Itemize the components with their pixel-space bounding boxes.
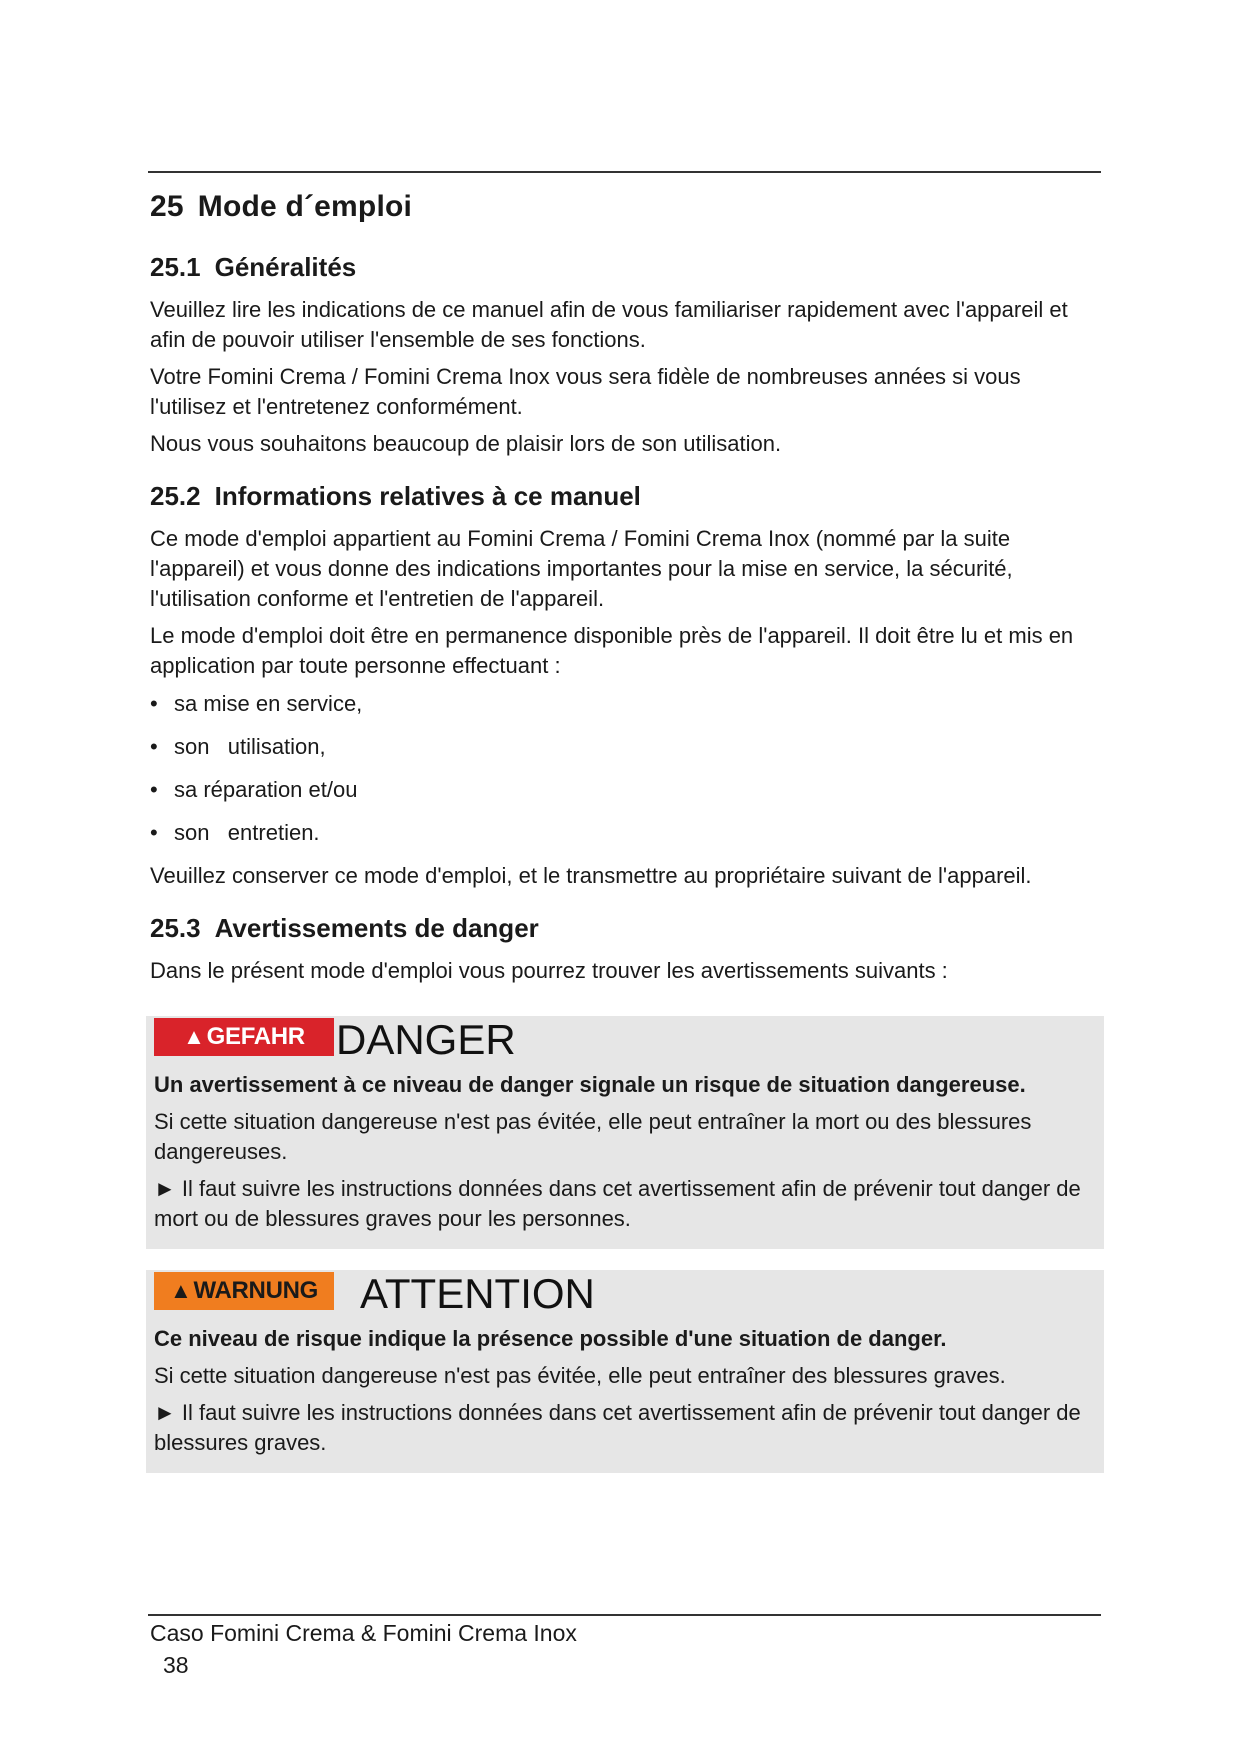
bullet-icon: • (150, 734, 158, 759)
chapter-number: 25 (150, 190, 184, 223)
list-item-text: sa réparation et/ou (174, 777, 358, 802)
warning-headline: Un avertissement à ce niveau de danger signale un risque de situation dangereuse. (154, 1072, 1026, 1097)
label-text: GEFAHR (206, 1023, 305, 1050)
paragraph: Ce mode d'emploi appartient au Fomini Crema / Fomini Crema Inox (nommé par la suite l'appareil) et vous donne des indications importantes pour la mise en service, la sécurité, l'utilisation conforme et l'entretien de l'appareil. (150, 526, 1013, 611)
section-number: 25.3 (150, 913, 201, 943)
list-item (150, 689, 1100, 719)
signal-word: DANGER (336, 1016, 516, 1063)
list-item (150, 818, 1100, 848)
page-number: 38 (163, 1652, 189, 1678)
section-title-25-2 (150, 481, 1100, 512)
bullet-icon: • (150, 820, 158, 845)
warning-consequence: Si cette situation dangereuse n'est pas évitée, elle peut entraîner des blessures graves. (154, 1363, 1006, 1388)
bullet-icon: • (150, 777, 158, 802)
warning-triangle-icon: ▲ (169, 1278, 192, 1303)
warnung-label (154, 1272, 334, 1310)
footer-rule (148, 1614, 1101, 1616)
section-title-text: Avertissements de danger (214, 913, 539, 943)
list-item-text: sa mise en service, (174, 691, 363, 716)
page-content (150, 190, 1100, 993)
paragraph: Le mode d'emploi doit être en permanence disponible près de l'appareil. Il doit être lu et mis en application par toute personne effectuant : (150, 623, 1074, 678)
label-text: WARNUNG (193, 1277, 319, 1304)
paragraph: Veuillez conserver ce mode d'emploi, et le transmettre au propriétaire suivant de l'appareil. (150, 863, 1032, 888)
header-rule (148, 171, 1101, 173)
attention-warning-box (146, 1270, 1104, 1473)
section-number: 25.1 (150, 252, 201, 282)
paragraph: Dans le présent mode d'emploi vous pourrez trouver les avertissements suivants : (150, 958, 948, 983)
list-item (150, 775, 1100, 805)
paragraph: Veuillez lire les indications de ce manuel afin de vous familiariser rapidement avec l'appareil et afin de pouvoir utiliser l'ensemble de ses fonctions. (150, 297, 1068, 352)
section-number: 25.2 (150, 481, 201, 511)
footer-title: Caso Fomini Crema & Fomini Crema Inox (150, 1620, 577, 1646)
signal-word: ATTENTION (360, 1270, 595, 1317)
list-item (150, 732, 1100, 762)
section-title-25-1 (150, 252, 1100, 283)
danger-warning-box (146, 1016, 1104, 1249)
list-item-text: son utilisation, (174, 734, 326, 759)
paragraph: Nous vous souhaitons beaucoup de plaisir lors de son utilisation. (150, 431, 782, 456)
paragraph: Votre Fomini Crema / Fomini Crema Inox vous sera fidèle de nombreuses années si vous l'utilisez et l'entretenez conformément. (150, 364, 1021, 419)
bullet-list (150, 689, 1100, 848)
warning-instruction: ► Il faut suivre les instructions données dans cet avertissement afin de prévenir tout danger de mort ou de blessures graves pour les personnes. (154, 1176, 1081, 1231)
chapter-title (150, 190, 1100, 224)
list-item-text: son entretien. (174, 820, 320, 845)
section-title-25-3 (150, 913, 1100, 944)
bullet-icon: • (150, 691, 158, 716)
warning-triangle-icon: ▲ (183, 1024, 205, 1049)
gefahr-label (154, 1018, 334, 1056)
section-title-text: Informations relatives à ce manuel (214, 481, 641, 511)
warning-headline: Ce niveau de risque indique la présence possible d'une situation de danger. (154, 1326, 947, 1351)
warning-instruction: ► Il faut suivre les instructions données dans cet avertissement afin de prévenir tout danger de blessures graves. (154, 1400, 1081, 1455)
section-title-text: Généralités (214, 252, 357, 282)
warning-consequence: Si cette situation dangereuse n'est pas évitée, elle peut entraîner la mort ou des blessures dangereuses. (154, 1109, 1032, 1164)
warning-header (150, 1016, 1098, 1070)
warning-header (150, 1270, 1098, 1324)
chapter-title-text: Mode d´emploi (197, 190, 413, 223)
